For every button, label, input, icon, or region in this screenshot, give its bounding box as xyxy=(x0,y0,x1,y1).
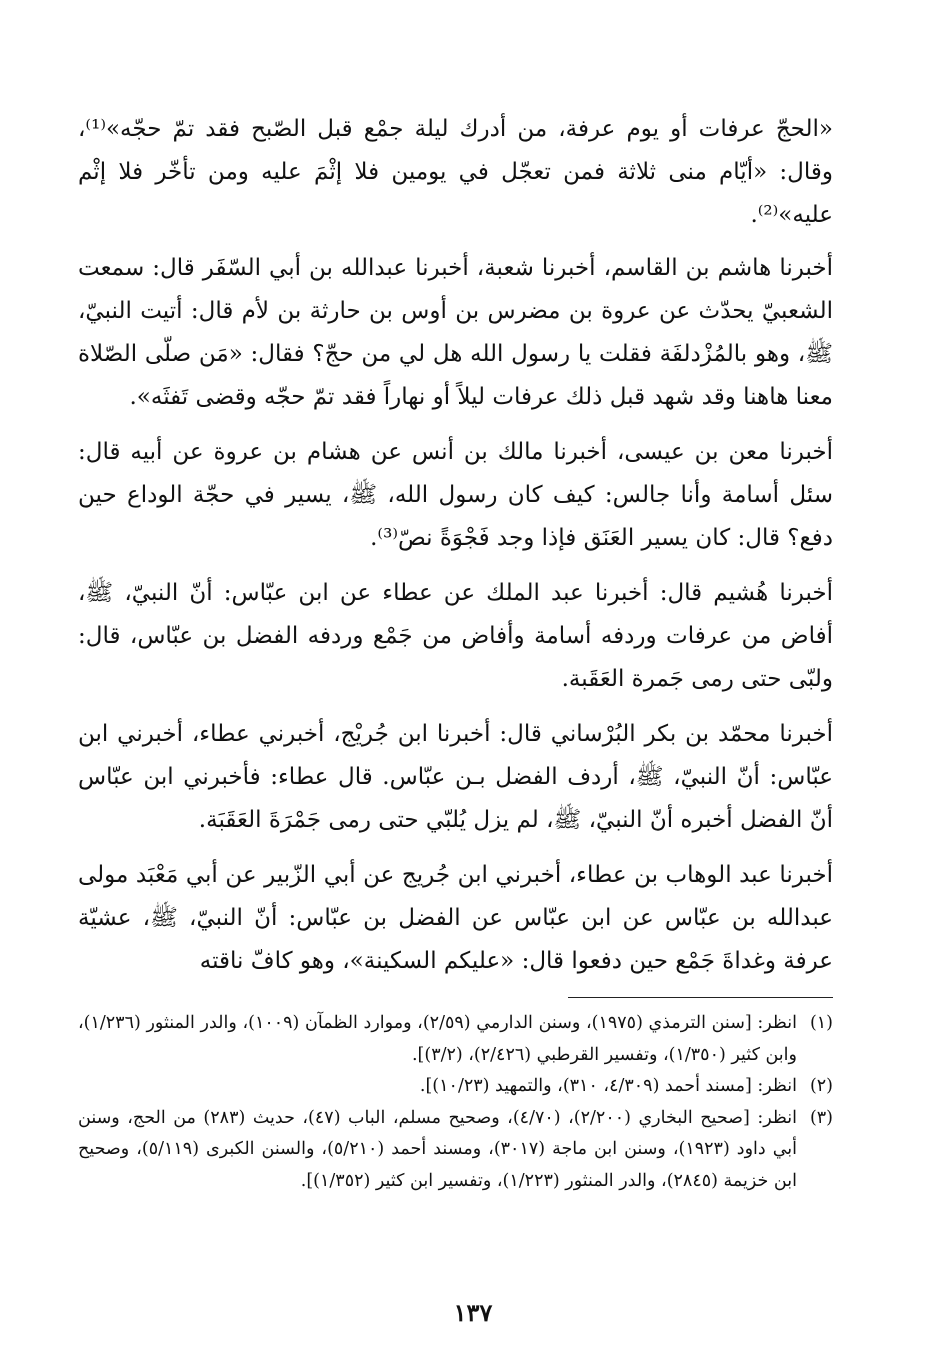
footnote-text: انظر: [مسند أحمد (٤/٣٠٩، ٣١٠)، والتمهيد (١٠/٢٣)]. xyxy=(419,1076,797,1096)
paragraph-hashim-ibn-al-qasim: أخبرنا هاشم بن القاسم، أخبرنا شعبة، أخبرنا عبدالله بن أبي السّفَر قال: سمعت الشعبيّ يحدّث عن عروة بن مضرس بن أوس بن حارثة بن لأم قال: أتيت النبيّ، ﷺ، وهو بالمُزْدلفَة فقلت يا رسول الله هل لي من حجّ؟ فقال: «مَن صلّى الصّلاة معنا هاهنا وقد شهد قبل ذلك عرفات ليلاً أو نهاراً فقد تمّ حجّه وقضى تَفثَه». xyxy=(78,255,833,410)
paragraph-hushaym: أخبرنا هُشيم قال: أخبرنا عبد الملك عن عطاء عن ابن عبّاس: أنّ النبيّ، ﷺ، أفاض من عرفات وردفه أسامة وأفاض من جَمْع وردفه الفضل بن عبّاس، قال: ولبّى حتى رمى جَمرة العَقَبة. xyxy=(78,580,833,692)
footnote-divider xyxy=(568,997,833,998)
paragraph-abd-al-wahhab: أخبرنا عبد الوهاب بن عطاء، أخبرني ابن جُريج عن أبي الزّبير عن أبي مَعْبَد مولى عبدالله بن عبّاس عن ابن عبّاس عن الفضل بن عبّاس: أنّ النبيّ، ﷺ، عشيّة عرفة وغداةَ جَمْع حين دفعوا قال: «عليكم السكينة»، وهو كافّ ناقته xyxy=(78,862,833,974)
footnote-text: انظر: [صحيح البخاري (٢/٢٠٠)، (٤/٧٠)، وصحيح مسلم، الباب (٤٧)، حديث (٢٨٣) من الحج، وسنن أبي داود (١٩٢٣)، وسنن ابن ماجة (٣٠١٧)، ومسند أحمد (٥/٢١٠)، والسنن الكبرى (٥/١١٩)، وصحيح ابن خزيمة (٢٨٤٥)، والدر المنثور (١/٢٢٣)، وتفسير ابن كثير (١/٣٥٢)]. xyxy=(78,1107,798,1191)
footnote-number: (٢) xyxy=(809,1076,833,1096)
footnote-number: (٣) xyxy=(809,1107,833,1128)
footnote-3 xyxy=(78,1103,833,1198)
footnote-2 xyxy=(78,1071,833,1103)
paragraph-maan-ibn-isa: أخبرنا معن بن عيسى، أخبرنا مالك بن أنس عن هشام بن عروة عن أبيه قال: سئل أسامة وأنا جالس: كيف كان رسول الله، ﷺ، يسير في حجّة الوداع حين دفع؟ قال: كان يسير العَنَق فإذا وجد فَجْوَةً نصّ⁽³⁾. xyxy=(78,439,833,551)
paragraph-muhammad-ibn-bakr: أخبرنا محمّد بن بكر البُرْساني قال: أخبرنا ابن جُريْج، أخبرني عطاء، أخبرني ابن عبّاس: أنّ النبيّ، ﷺ، أردف الفضل بـن عبّاس. قال عطاء: فأخبرني ابن عبّاس أنّ الفضل أخبره أنّ النبيّ، ﷺ، لم يزل يُلبّي حتى رمى جَمْرَةَ العَقَبَة. xyxy=(78,721,833,833)
footnote-text: انظر: [سنن الترمذي (١٩٧٥)، وسنن الدارمي (٢/٥٩)، وموارد الظمآن (١٠٠٩)، والدر المنثور (١/٢٣٦)، وابن كثير (١/٣٥٠)، وتفسير القرطبي (٢/٤٢٦)، (٣/٢)]. xyxy=(78,1013,797,1065)
page-body xyxy=(78,108,833,1197)
page-number: ١٣٧ xyxy=(453,1298,493,1327)
footnotes xyxy=(78,1008,833,1197)
paragraph-hadith-arafat: «الحجّ عرفات أو يوم عرفة، من أدرك ليلة جمْع قبل الصّبح فقد تمّ حجّه»⁽¹⁾، وقال: «أيّام منى ثلاثة فمن تعجّل في يومين فلا إثْمَ عليه ومن تأخّر فلا إثْم عليه»⁽²⁾. xyxy=(78,116,833,228)
footnote-number: (١) xyxy=(809,1013,833,1033)
footnote-1 xyxy=(78,1008,833,1071)
